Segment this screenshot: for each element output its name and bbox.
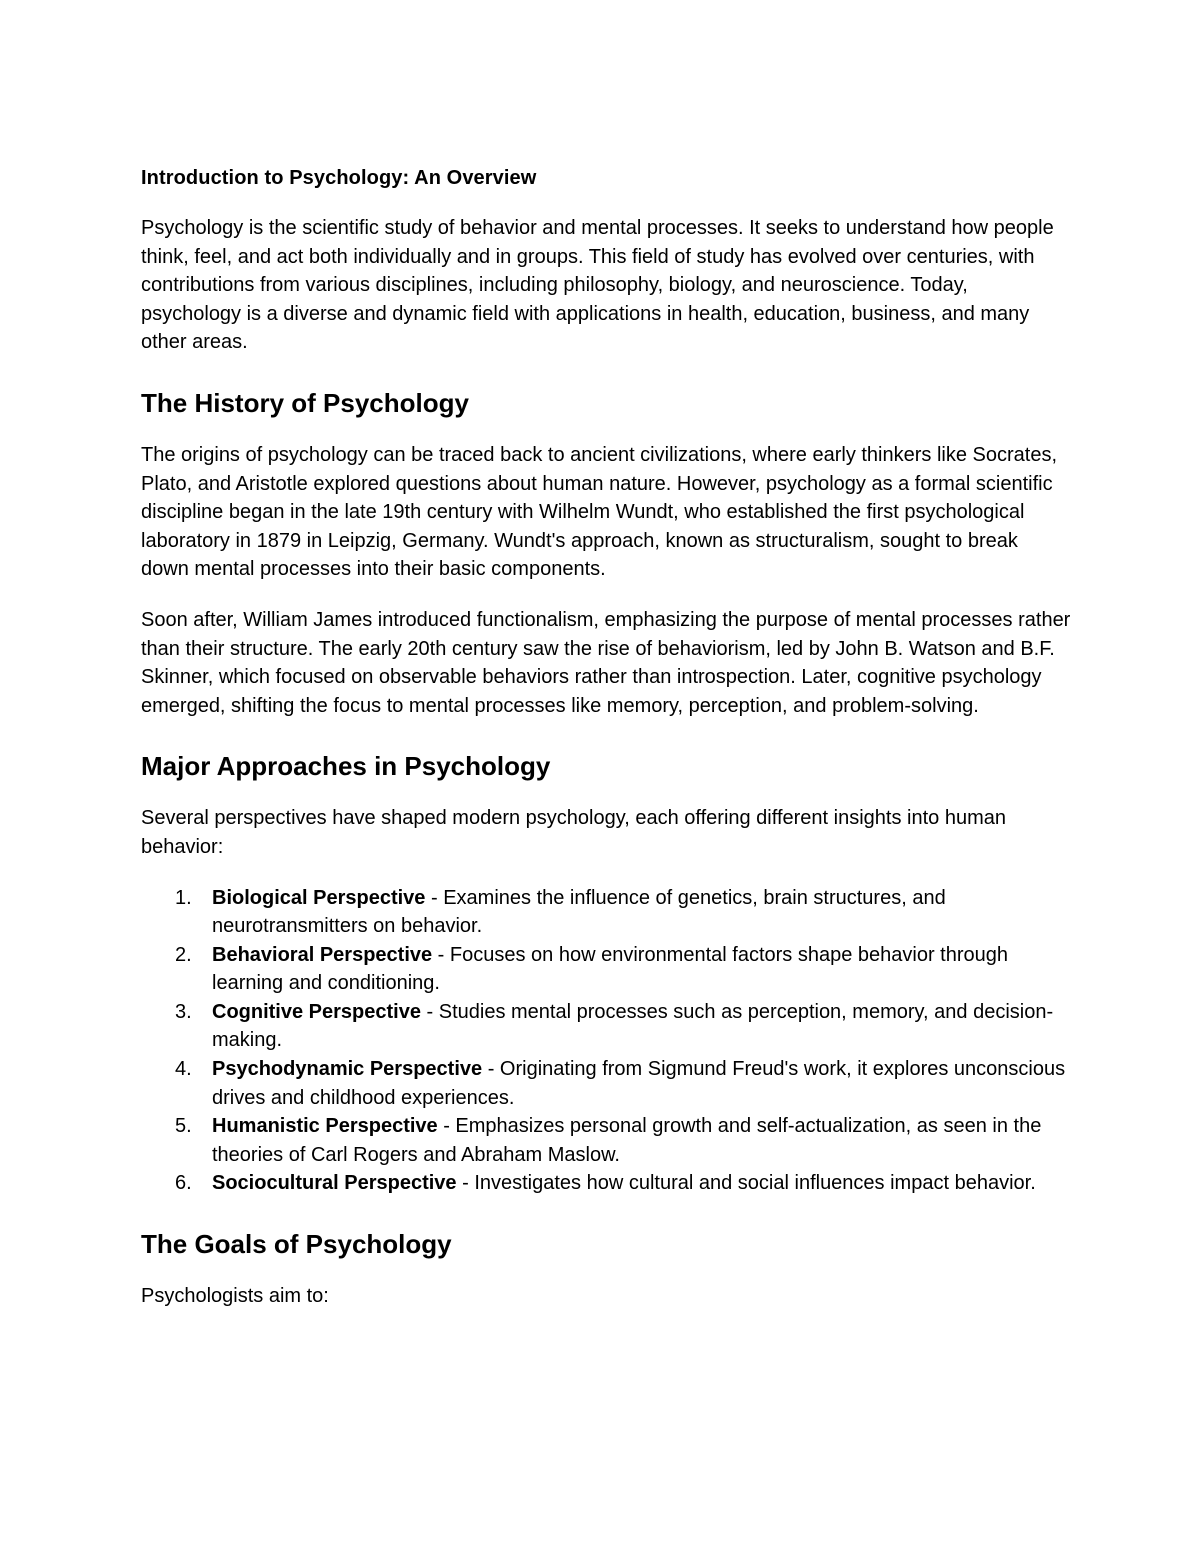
history-paragraph-2: Soon after, William James introduced functionalism, emphasizing the purpose of mental processes rather than their structure. The early 20th century saw the rise of behaviorism, led by John B. Watson and B.F. Skinner, which focused on observable behaviors rather than introspection. Later, cognitive psychology emerged, shifting the focus to mental processes like memory, perception, and problem-solving. xyxy=(141,608,1071,717)
list-item xyxy=(141,998,1071,1055)
list-item-term: Humanistic Perspective xyxy=(212,1115,438,1138)
list-item xyxy=(141,1169,1071,1198)
list-item-number: 5. xyxy=(175,1115,192,1138)
list-item-description: - Originating from Sigmund Freud's work, it explores unconscious drives and childhood experiences. xyxy=(212,1058,1066,1109)
list-item-term: Sociocultural Perspective xyxy=(212,1172,457,1195)
list-item-term: Behavioral Perspective xyxy=(212,943,433,966)
list-item-number: 4. xyxy=(175,1058,192,1081)
goals-heading: The Goals of Psychology xyxy=(141,1229,452,1260)
document-page xyxy=(141,164,1071,1333)
list-item xyxy=(141,941,1071,998)
list-item-number: 3. xyxy=(175,1000,192,1023)
list-item xyxy=(141,1112,1071,1169)
list-item-description: - Investigates how cultural and social influences impact behavior. xyxy=(456,1172,1036,1195)
list-item-description: - Focuses on how environmental factors shape behavior through learning and conditioning. xyxy=(212,943,1009,995)
list-item xyxy=(141,884,1071,941)
list-item-term: Biological Perspective xyxy=(212,886,426,909)
list-item-number: 2. xyxy=(175,943,192,966)
perspectives-list xyxy=(141,884,1071,1199)
list-item-term: Psychodynamic Perspective xyxy=(212,1058,483,1081)
history-heading: The History of Psychology xyxy=(141,387,469,418)
goals-intro: Psychologists aim to: xyxy=(141,1285,329,1308)
list-item-description: - Examines the influence of genetics, brain structures, and neurotransmitters on behavior. xyxy=(212,886,946,938)
list-item-term: Cognitive Perspective xyxy=(212,1000,421,1023)
list-item-description: - Emphasizes personal growth and self-actualization, as seen in the theories of Carl Rogers and Abraham Maslow. xyxy=(212,1115,1042,1166)
intro-paragraph: Psychology is the scientific study of behavior and mental processes. It seeks to understand how people think, feel, and act both individually and in groups. This field of study has evolved over centuries, with contributions from various disciplines, including philosophy, biology, and neuroscience. Today, psychology is a diverse and dynamic field with applications in health, education, business, and many other areas. xyxy=(141,217,1054,354)
approaches-intro: Several perspectives have shaped modern psychology, each offering different insights into human behavior: xyxy=(141,807,1006,858)
history-paragraph-1: The origins of psychology can be traced back to ancient civilizations, where early thinkers like Socrates, Plato, and Aristotle explored questions about human nature. However, psychology as a formal scientific discipline began in the late 19th century with Wilhelm Wundt, who established the first psychological laboratory in 1879 in Leipzig, Germany. Wundt's approach, known as structuralism, sought to break down mental processes into their basic components. xyxy=(141,443,1058,581)
list-item-description: - Studies mental processes such as perception, memory, and decision-making. xyxy=(212,1000,1054,1052)
approaches-heading: Major Approaches in Psychology xyxy=(141,751,551,782)
list-item-number: 1. xyxy=(175,886,192,909)
list-item xyxy=(141,1055,1071,1112)
list-item-number: 6. xyxy=(175,1172,192,1195)
document-title: Introduction to Psychology: An Overview xyxy=(141,167,537,189)
